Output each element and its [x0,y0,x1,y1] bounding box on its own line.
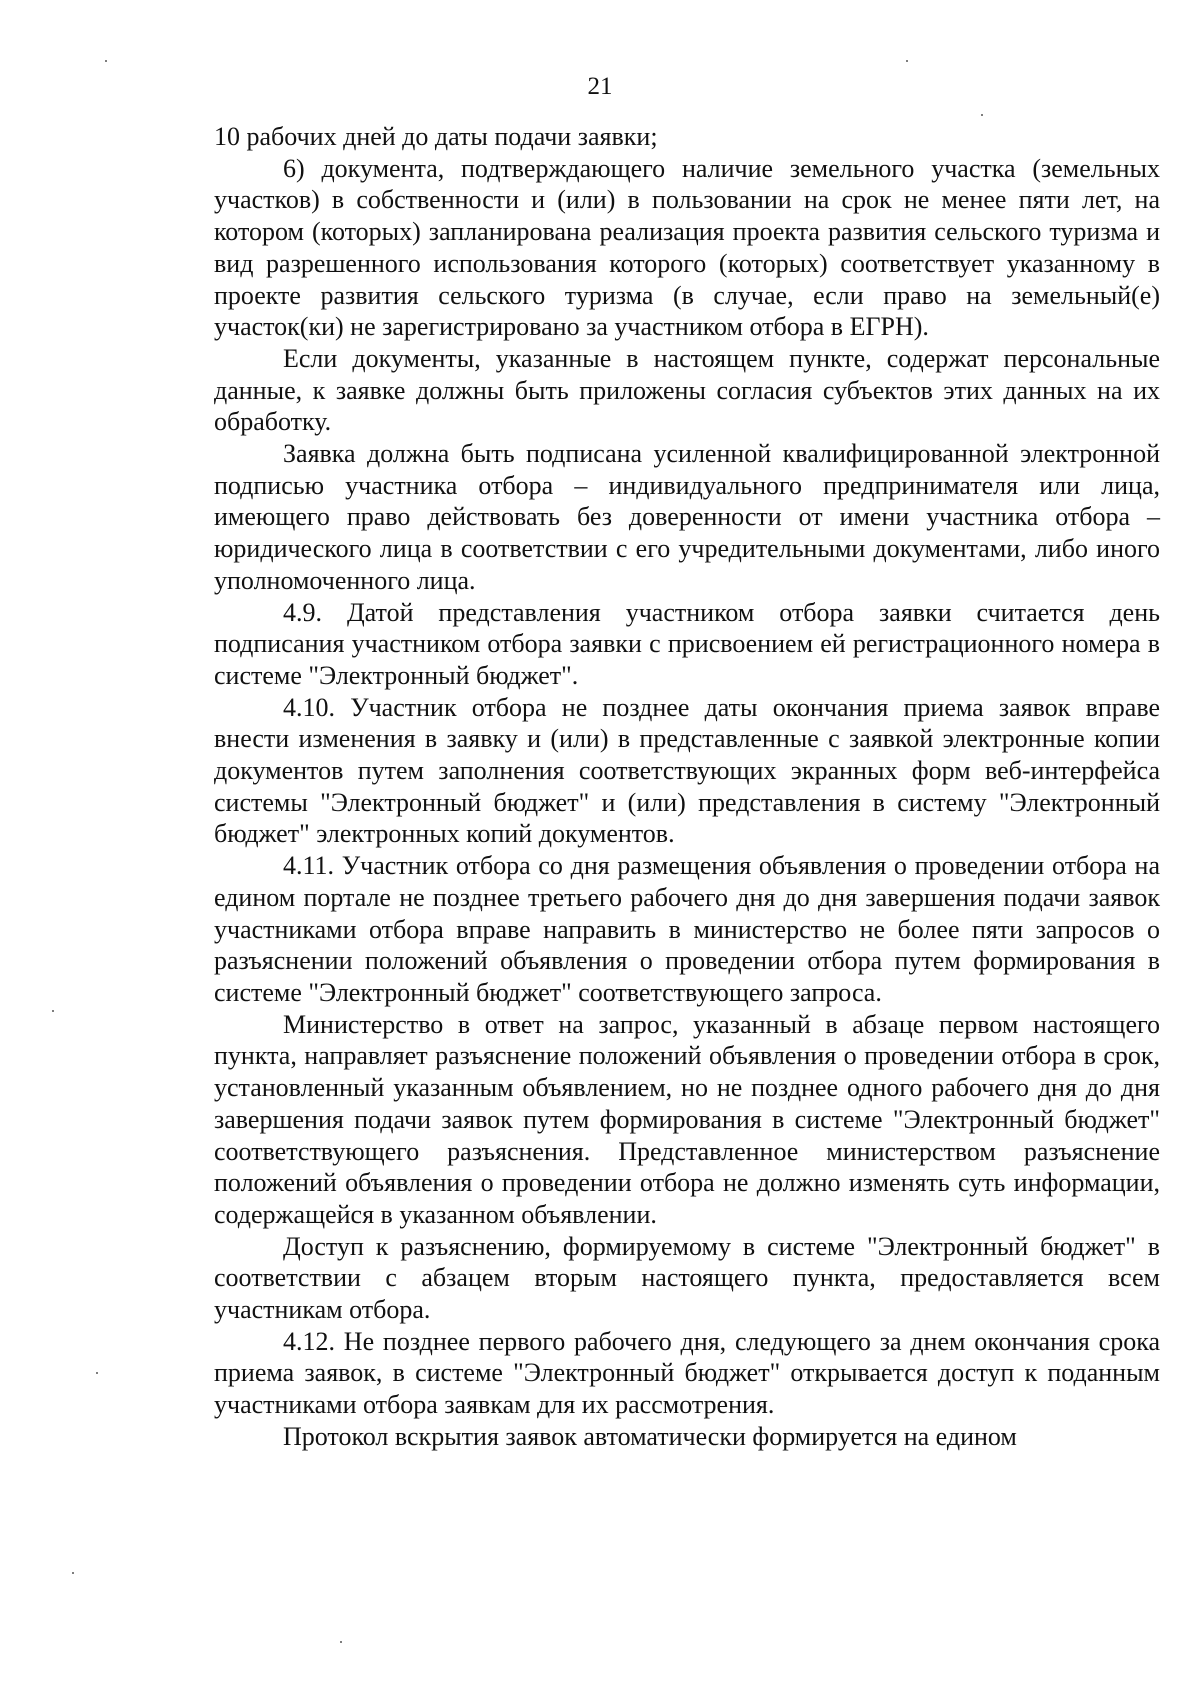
paragraph-item-6: 6) документа, подтверждающего наличие земельного участка (земельных участков) в собственности и (или) в пользовании на срок не менее пяти лет, на котором (которых) запланирована реализация проекта развития сельского туризма и вид разрешенного использования которого (которых) соответствует указанному в проекте развития сельского туризма (в случае, если право на земельный(е) участок(ки) не зарегистрировано за участником отбора в ЕГРН). [214,153,1160,342]
paragraph-personal-data: Если документы, указанные в настоящем пункте, содержат персональные данные, к заявке должны быть приложены согласия субъектов этих данных на их обработку. [214,343,1160,437]
paragraph-4-10: 4.10. Участник отбора не позднее даты окончания приема заявок вправе внести изменения в заявку и (или) в представленные с заявкой электронные копии документов путем заполнения соответствующих экранных форм веб-интерфейса системы "Электронный бюджет" и (или) представления в систему "Электронный бюджет" электронных копий документов. [214,692,1160,849]
paragraph-protocol: Протокол вскрытия заявок автоматически формируется на едином [283,1421,1017,1451]
paragraph-4-12: 4.12. Не позднее первого рабочего дня, следующего за днем окончания срока приема заявок, в системе "Электронный бюджет" открывается доступ к поданным участниками отбора заявкам для их рассмотрения. [214,1326,1160,1420]
paragraph-access: Доступ к разъяснению, формируемому в системе "Электронный бюджет" в соответствии с абзацем вторым настоящего пункта, предоставляется всем участникам отбора. [214,1231,1160,1325]
scan-speck [96,1372,98,1374]
scan-speck [72,1572,74,1574]
document-body [214,121,1160,1453]
scan-speck [105,60,107,62]
page-number: 21 [587,73,613,100]
scan-speck [906,60,908,62]
paragraph-4-11: 4.11. Участник отбора со дня размещения объявления о проведении отбора на едином портале не позднее третьего рабочего дня до дня завершения подачи заявок участниками отбора вправе направить в министерство не более пяти запросов о разъяснении положений объявления о проведении отбора путем формирования в системе "Электронный бюджет" соответствующего запроса. [214,851,1160,1007]
paragraph-4-9: 4.9. Датой представления участником отбора заявки считается день подписания участником отбора заявки с присвоением ей регистрационного номера в системе "Электронный бюджет". [214,597,1160,690]
paragraph-ministry-response: Министерство в ответ на запрос, указанный в абзаце первом настоящего пункта, направляет разъяснение положений объявления о проведении отбора в срок, установленный указанным объявлением, но не позднее одного рабочего дня до дня завершения подачи заявок путем формирования в системе "Электронный бюджет" соответствующего разъяснения. Представленное министерством разъяснение положений объявления о проведении отбора не должно изменять суть информации, содержащейся в указанном объявлении. [214,1009,1160,1229]
scan-speck [340,1641,342,1643]
paragraph-signature: Заявка должна быть подписана усиленной квалифицированной электронной подписью участника отбора – индивидуального предпринимателя или лица, имеющего право действовать без доверенности от имени участника отбора – юридического лица в соответствии с его учредительными документами, либо иного уполномоченного лица. [214,439,1160,595]
paragraph-continuation: 10 рабочих дней до даты подачи заявки; [214,122,658,151]
scan-speck [981,114,983,116]
scan-speck [52,1010,54,1012]
